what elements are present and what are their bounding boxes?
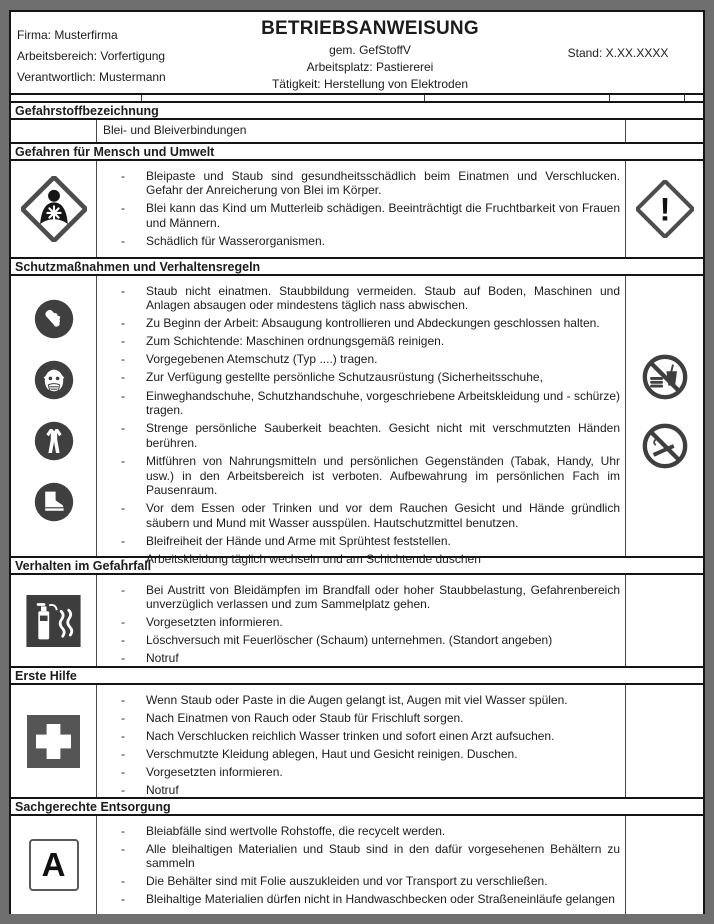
- gefahrstoff-right-cell: [625, 120, 703, 142]
- svg-text:!: !: [659, 191, 670, 228]
- bullet-item: - Arbeitskleidung täglich wechseln und am Schichtende duschen: [97, 552, 620, 567]
- bullet-item: - Vorgesetzten informieren.: [97, 615, 620, 630]
- header-grid-gap: [11, 95, 703, 101]
- bullet-item: - Blei kann das Kind um Mutterleib schädigen. Beeinträchtigt die Fruchtbarkeit von Frauen und Männern.: [97, 201, 620, 230]
- bullet-item: - Alle bleihaltigen Materialien und Staub sind in den dafür vorgesehenen Behältern zu sammeln: [97, 842, 620, 871]
- erste-hilfe-bullet-list: [97, 685, 625, 803]
- schutz-bullet-list: [97, 276, 625, 572]
- entsorgung-bullet-list: [97, 816, 625, 912]
- section-heading-erste-hilfe: Erste Hilfe: [11, 666, 703, 685]
- document-title: BETRIEBSANWEISUNG: [261, 18, 479, 39]
- safety-boots-icon: [34, 482, 74, 522]
- gefahrfall-row: [11, 575, 703, 666]
- arbeitsbereich-line: Arbeitsbereich: Vorfertigung: [17, 49, 166, 63]
- bullet-item: - Nach Verschlucken reichlich Wasser trinken und sofort einen Arzt aufsuchen.: [97, 729, 620, 744]
- gefahren-icon-cell: [11, 161, 97, 257]
- bullet-item: - Vorgegebenen Atemschutz (Typ ....) tragen.: [97, 352, 620, 367]
- schutz-text-cell: [97, 276, 625, 566]
- gefahren-text-cell: [97, 161, 625, 257]
- entsorgung-row: [11, 816, 703, 914]
- bullet-item: - Zum Schichtende: Maschinen ordnungsgemäß reinigen.: [97, 334, 620, 349]
- subtitle-arbeitsplatz: Arbeitsplatz: Pastiererei: [306, 60, 434, 74]
- grid-tick: [424, 95, 425, 101]
- verantwortlich-line: Verantwortlich: Mustermann: [17, 70, 166, 84]
- bullet-item: - Mitführen von Nahrungsmitteln und persönlichen Gegenständen (Tabak, Handy, Uhr usw.) in den Arbeitsbereich ist verboten. Aufbewahrung im persönlichen Fach im Pausenraum.: [97, 454, 620, 498]
- gefahrfall-text-cell: [97, 575, 625, 666]
- bullet-item: - Verschmutzte Kleidung ablegen, Haut und Gesicht reinigen. Duschen.: [97, 747, 620, 762]
- section-heading-gefahren: Gefahren für Mensch und Umwelt: [11, 142, 703, 161]
- erste-hilfe-row: [11, 685, 703, 797]
- section-heading-gefahrstoffbezeichnung: Gefahrstoffbezeichnung: [11, 101, 703, 120]
- gefahrstoff-value-cell: [97, 120, 625, 142]
- bullet-item: - Vorgesetzten informieren.: [97, 765, 620, 780]
- protective-clothing-icon: [34, 421, 74, 461]
- header-company-block: [11, 12, 207, 93]
- entsorgung-text-cell: [97, 816, 625, 914]
- bullet-item: - Die Behälter sind mit Folie auszukleiden und vor Transport zu verschließen.: [97, 874, 620, 889]
- fire-extinguisher-icon: [26, 595, 81, 647]
- grid-tick: [684, 95, 685, 101]
- no-smoking-icon: [641, 422, 689, 470]
- subtitle-gefstoffv: gem. GefStoffV: [329, 43, 411, 57]
- bullet-item: - Bleifreiheit der Hände und Arme mit Sprühtest feststellen.: [97, 534, 620, 549]
- header-title-block: [207, 12, 533, 93]
- waste-a-symbol-icon: A: [29, 839, 79, 891]
- ghs07-exclamation-icon: [636, 180, 694, 238]
- document-header: [11, 12, 703, 95]
- bullet-item: - Bleihaltige Materialien dürfen nicht in Handwaschbecken oder Straßeneinläufe gelangen: [97, 892, 620, 907]
- erste-hilfe-text-cell: [97, 685, 625, 797]
- stand-date: Stand: X.XX.XXXX: [567, 45, 669, 60]
- ghs08-health-hazard-icon: [21, 176, 87, 242]
- bullet-item: - Notruf: [97, 651, 620, 666]
- entsorgung-icon-cell: [11, 816, 97, 914]
- erste-hilfe-right-cell: [625, 685, 703, 797]
- gefahrfall-bullet-list: [97, 575, 625, 671]
- gefahren-row: [11, 161, 703, 257]
- bullet-item: - Vor dem Essen oder Trinken und vor dem Rauchen Gesicht und Hände gründlich säubern und Mund mit Wasser ausspülen. Hautschutzmittel benutzen.: [97, 501, 620, 530]
- grid-tick: [141, 95, 142, 101]
- entsorgung-right-cell: [625, 816, 703, 914]
- bullet-item: - Bleipaste und Staub sind gesundheitsschädlich beim Einatmen und Verschlucken. Gefahr der Anreicherung von Blei im Körper.: [97, 169, 620, 198]
- gefahrfall-right-cell: [625, 575, 703, 666]
- bullet-item: - Bei Austritt von Bleidämpfen im Brandfall oder hoher Staubbelastung, Gefahrenbereich unverzüglich verlassen und zum Sammelplatz gehen.: [97, 583, 620, 612]
- first-aid-cross-icon: [27, 715, 80, 768]
- bullet-item: - Bleiabfälle sind wertvolle Rohstoffe, die recycelt werden.: [97, 824, 620, 839]
- gefahrstoff-row: [11, 120, 703, 142]
- no-eating-drinking-icon: [641, 353, 689, 401]
- schutz-ppe-icon-cell: [11, 276, 97, 556]
- gefahren-bullet-list: [97, 161, 625, 254]
- grid-tick: [609, 95, 610, 101]
- bullet-item: - Wenn Staub oder Paste in die Augen gelangt ist, Augen mit viel Wasser spülen.: [97, 693, 620, 708]
- gefahrstoff-empty-cell: [11, 120, 97, 142]
- firma-line: Firma: Musterfirma: [17, 28, 118, 42]
- gefahrstoff-value: Blei- und Bleiverbindungen: [103, 123, 247, 137]
- bullet-item: - Nach Einatmen von Rauch oder Staub für Frischluft sorgen.: [97, 711, 620, 726]
- bullet-item: - Schädlich für Wasserorganismen.: [97, 234, 620, 249]
- erste-hilfe-icon-cell: [11, 685, 97, 797]
- bullet-item: - Löschversuch mit Feuerlöscher (Schaum) unternehmen. (Standort angeben): [97, 633, 620, 648]
- bullet-item: - Zur Verfügung gestellte persönliche Schutzausrüstung (Sicherheitsschuhe,: [97, 370, 620, 385]
- section-heading-gefahrfall: Verhalten im Gefahrfall: [11, 556, 703, 575]
- bullet-item: - Strenge persönliche Sauberkeit beachten. Gesicht nicht mit verschmutzten Händen berühren.: [97, 421, 620, 450]
- respirator-mask-icon: [34, 360, 74, 400]
- gefahrfall-icon-cell: [11, 575, 97, 666]
- protective-gloves-icon: [34, 299, 74, 339]
- section-heading-schutzmassnahmen: Schutzmaßnahmen und Verhaltensregeln: [11, 257, 703, 276]
- betriebsanweisung-document: [9, 10, 705, 914]
- bullet-item: - Notruf: [97, 783, 620, 798]
- gefahren-right-icon-cell: [625, 161, 703, 257]
- section-heading-entsorgung: Sachgerechte Entsorgung: [11, 797, 703, 816]
- bullet-item: - Zu Beginn der Arbeit: Absaugung kontrollieren und Abdeckungen geschlossen halten.: [97, 316, 620, 331]
- subtitle-taetigkeit: Tätigkeit: Herstellung von Elektroden: [271, 77, 469, 91]
- bullet-item: - Staub nicht einatmen. Staubbildung vermeiden. Staub auf Boden, Maschinen und Anlagen absaugen oder mindestens täglich nass abwischen.: [97, 284, 620, 313]
- schutz-prohibition-icon-cell: [625, 276, 703, 556]
- bullet-item: - Einweghandschuhe, Schutzhandschuhe, vorgeschriebene Arbeitskleidung und - schürze) tragen.: [97, 389, 620, 418]
